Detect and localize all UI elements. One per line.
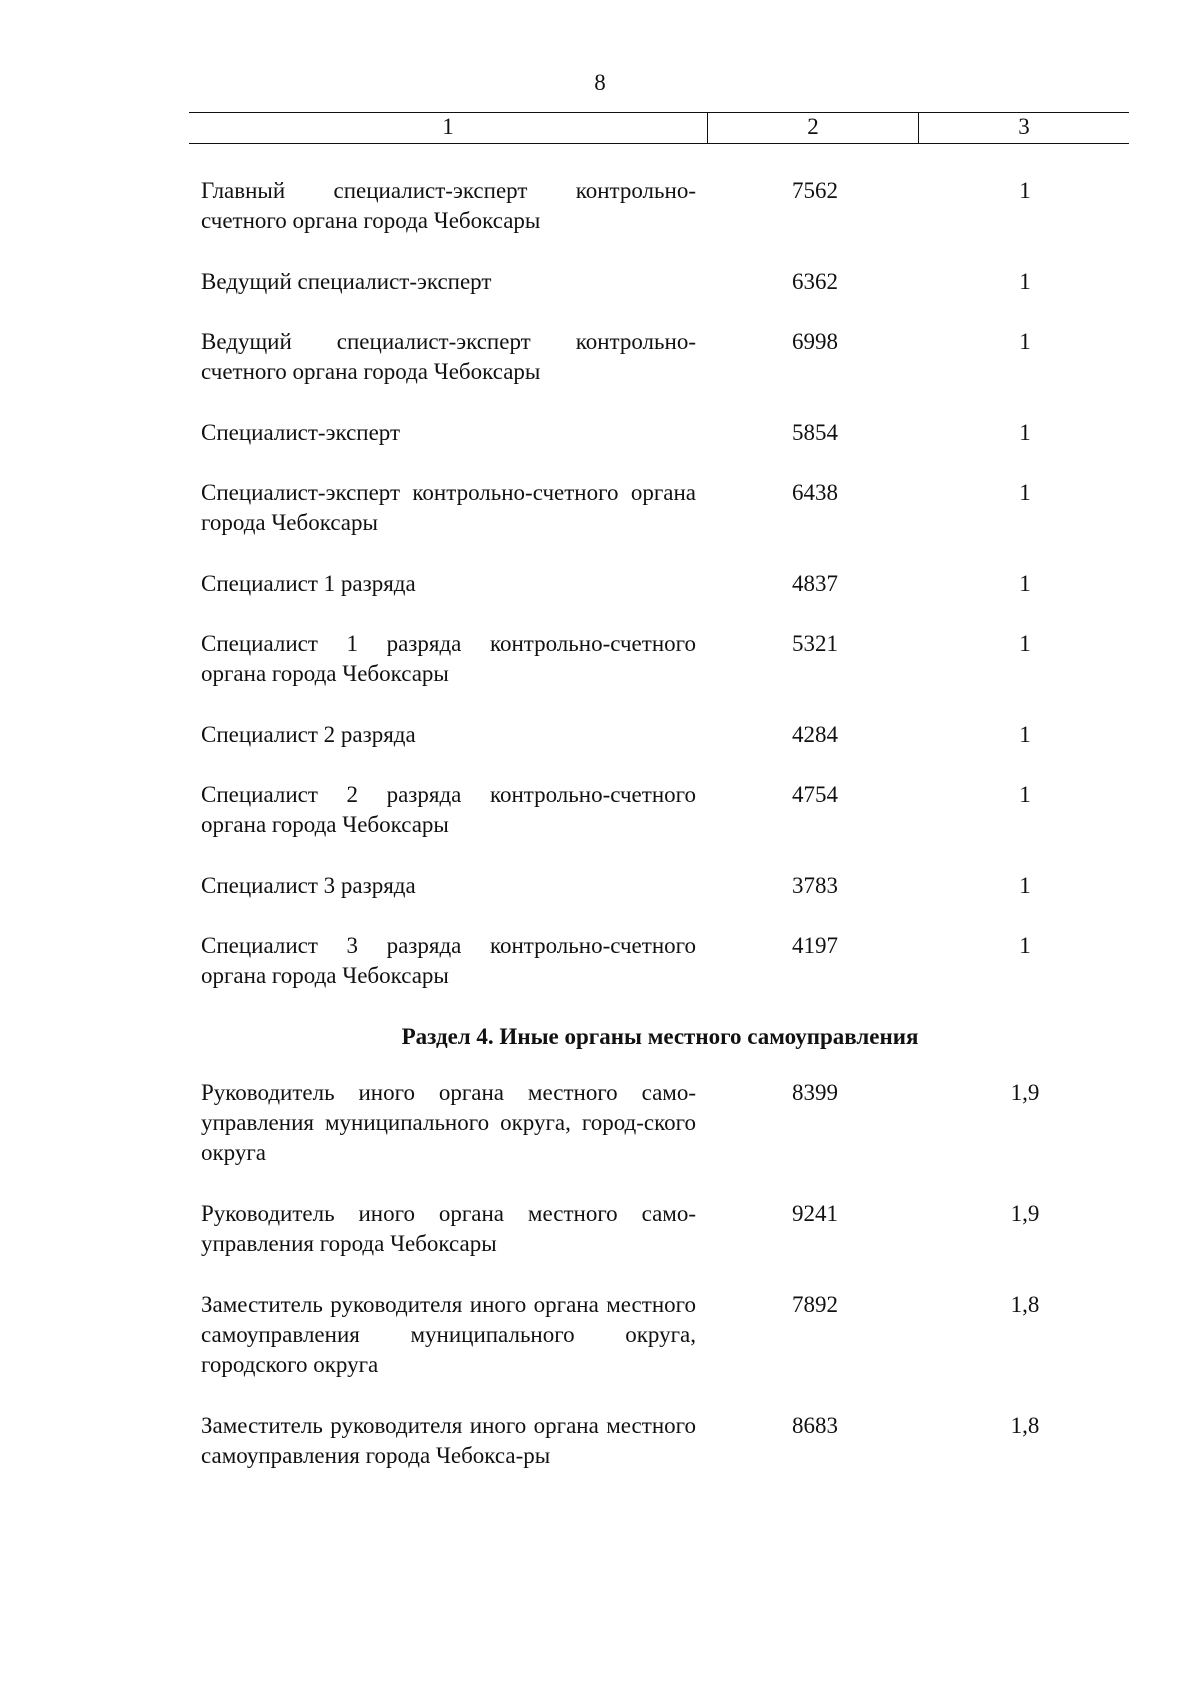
position-name: Специалист-эксперт <box>201 420 401 445</box>
column-header-3: 3 <box>1018 114 1030 139</box>
coefficient-value: 1,8 <box>1010 1413 1040 1438</box>
salary-value: 4754 <box>792 782 838 807</box>
salary-value: 5854 <box>792 420 838 445</box>
coefficient-value: 1 <box>1019 480 1031 505</box>
coefficient-value: 1,9 <box>1010 1080 1040 1105</box>
page-number: 8 <box>594 70 606 95</box>
salary-value: 5321 <box>792 631 838 656</box>
table-header <box>189 112 1129 144</box>
column-header-1: 1 <box>189 113 708 143</box>
coefficient-value: 1 <box>1019 571 1031 596</box>
coefficient-value: 1 <box>1019 269 1031 294</box>
coefficient-value: 1,8 <box>1010 1292 1040 1317</box>
position-name: Специалист 2 разряда <box>201 722 416 747</box>
salary-value: 7562 <box>792 178 838 203</box>
coefficient-value: 1 <box>1019 933 1031 958</box>
salary-value: 4284 <box>792 722 838 747</box>
column-header-2: 2 <box>708 113 919 143</box>
coefficient-value: 1 <box>1019 873 1031 898</box>
coefficient-value: 1 <box>1019 631 1031 656</box>
salary-value: 9241 <box>792 1201 838 1226</box>
position-name: Специалист 3 разряда контрольно-счетного органа города Чебоксары <box>201 933 696 988</box>
coefficient-value: 1 <box>1019 420 1031 445</box>
salary-value: 8683 <box>792 1413 838 1438</box>
salary-value: 6438 <box>792 480 838 505</box>
position-name: Заместитель руководителя иного органа местного самоуправления города Чебокса-ры <box>201 1413 696 1468</box>
position-name: Руководитель иного органа местного само-управления муниципального округа, город-ского округа <box>201 1080 696 1165</box>
position-name: Заместитель руководителя иного органа местного самоуправления муниципального округа, городского округа <box>201 1292 696 1377</box>
salary-value: 3783 <box>792 873 838 898</box>
position-name: Специалист 1 разряда контрольно-счетного органа города Чебоксары <box>201 631 696 686</box>
position-name: Главный специалист-эксперт контрольно-счетного органа города Чебоксары <box>201 178 696 233</box>
coefficient-value: 1,9 <box>1010 1201 1040 1226</box>
coefficient-value: 1 <box>1019 178 1031 203</box>
salary-value: 8399 <box>792 1080 838 1105</box>
position-name: Ведущий специалист-эксперт контрольно-счетного органа города Чебоксары <box>201 329 696 384</box>
salary-value: 6998 <box>792 329 838 354</box>
position-name: Специалист 2 разряда контрольно-счетного органа города Чебоксары <box>201 782 696 837</box>
salary-value: 4197 <box>792 933 838 958</box>
coefficient-value: 1 <box>1019 782 1031 807</box>
salary-value: 6362 <box>792 269 838 294</box>
salary-value: 4837 <box>792 571 838 596</box>
coefficient-value: 1 <box>1019 329 1031 354</box>
position-name: Ведущий специалист-эксперт <box>201 269 492 294</box>
position-name: Специалист 3 разряда <box>201 873 416 898</box>
section-heading: Раздел 4. Иные органы местного самоуправления <box>401 1024 919 1049</box>
position-name: Специалист 1 разряда <box>201 571 416 596</box>
position-name: Специалист-эксперт контрольно-счетного органа города Чебоксары <box>201 480 696 535</box>
position-name: Руководитель иного органа местного само-управления города Чебоксары <box>201 1201 696 1256</box>
coefficient-value: 1 <box>1019 722 1031 747</box>
salary-value: 7892 <box>792 1292 838 1317</box>
